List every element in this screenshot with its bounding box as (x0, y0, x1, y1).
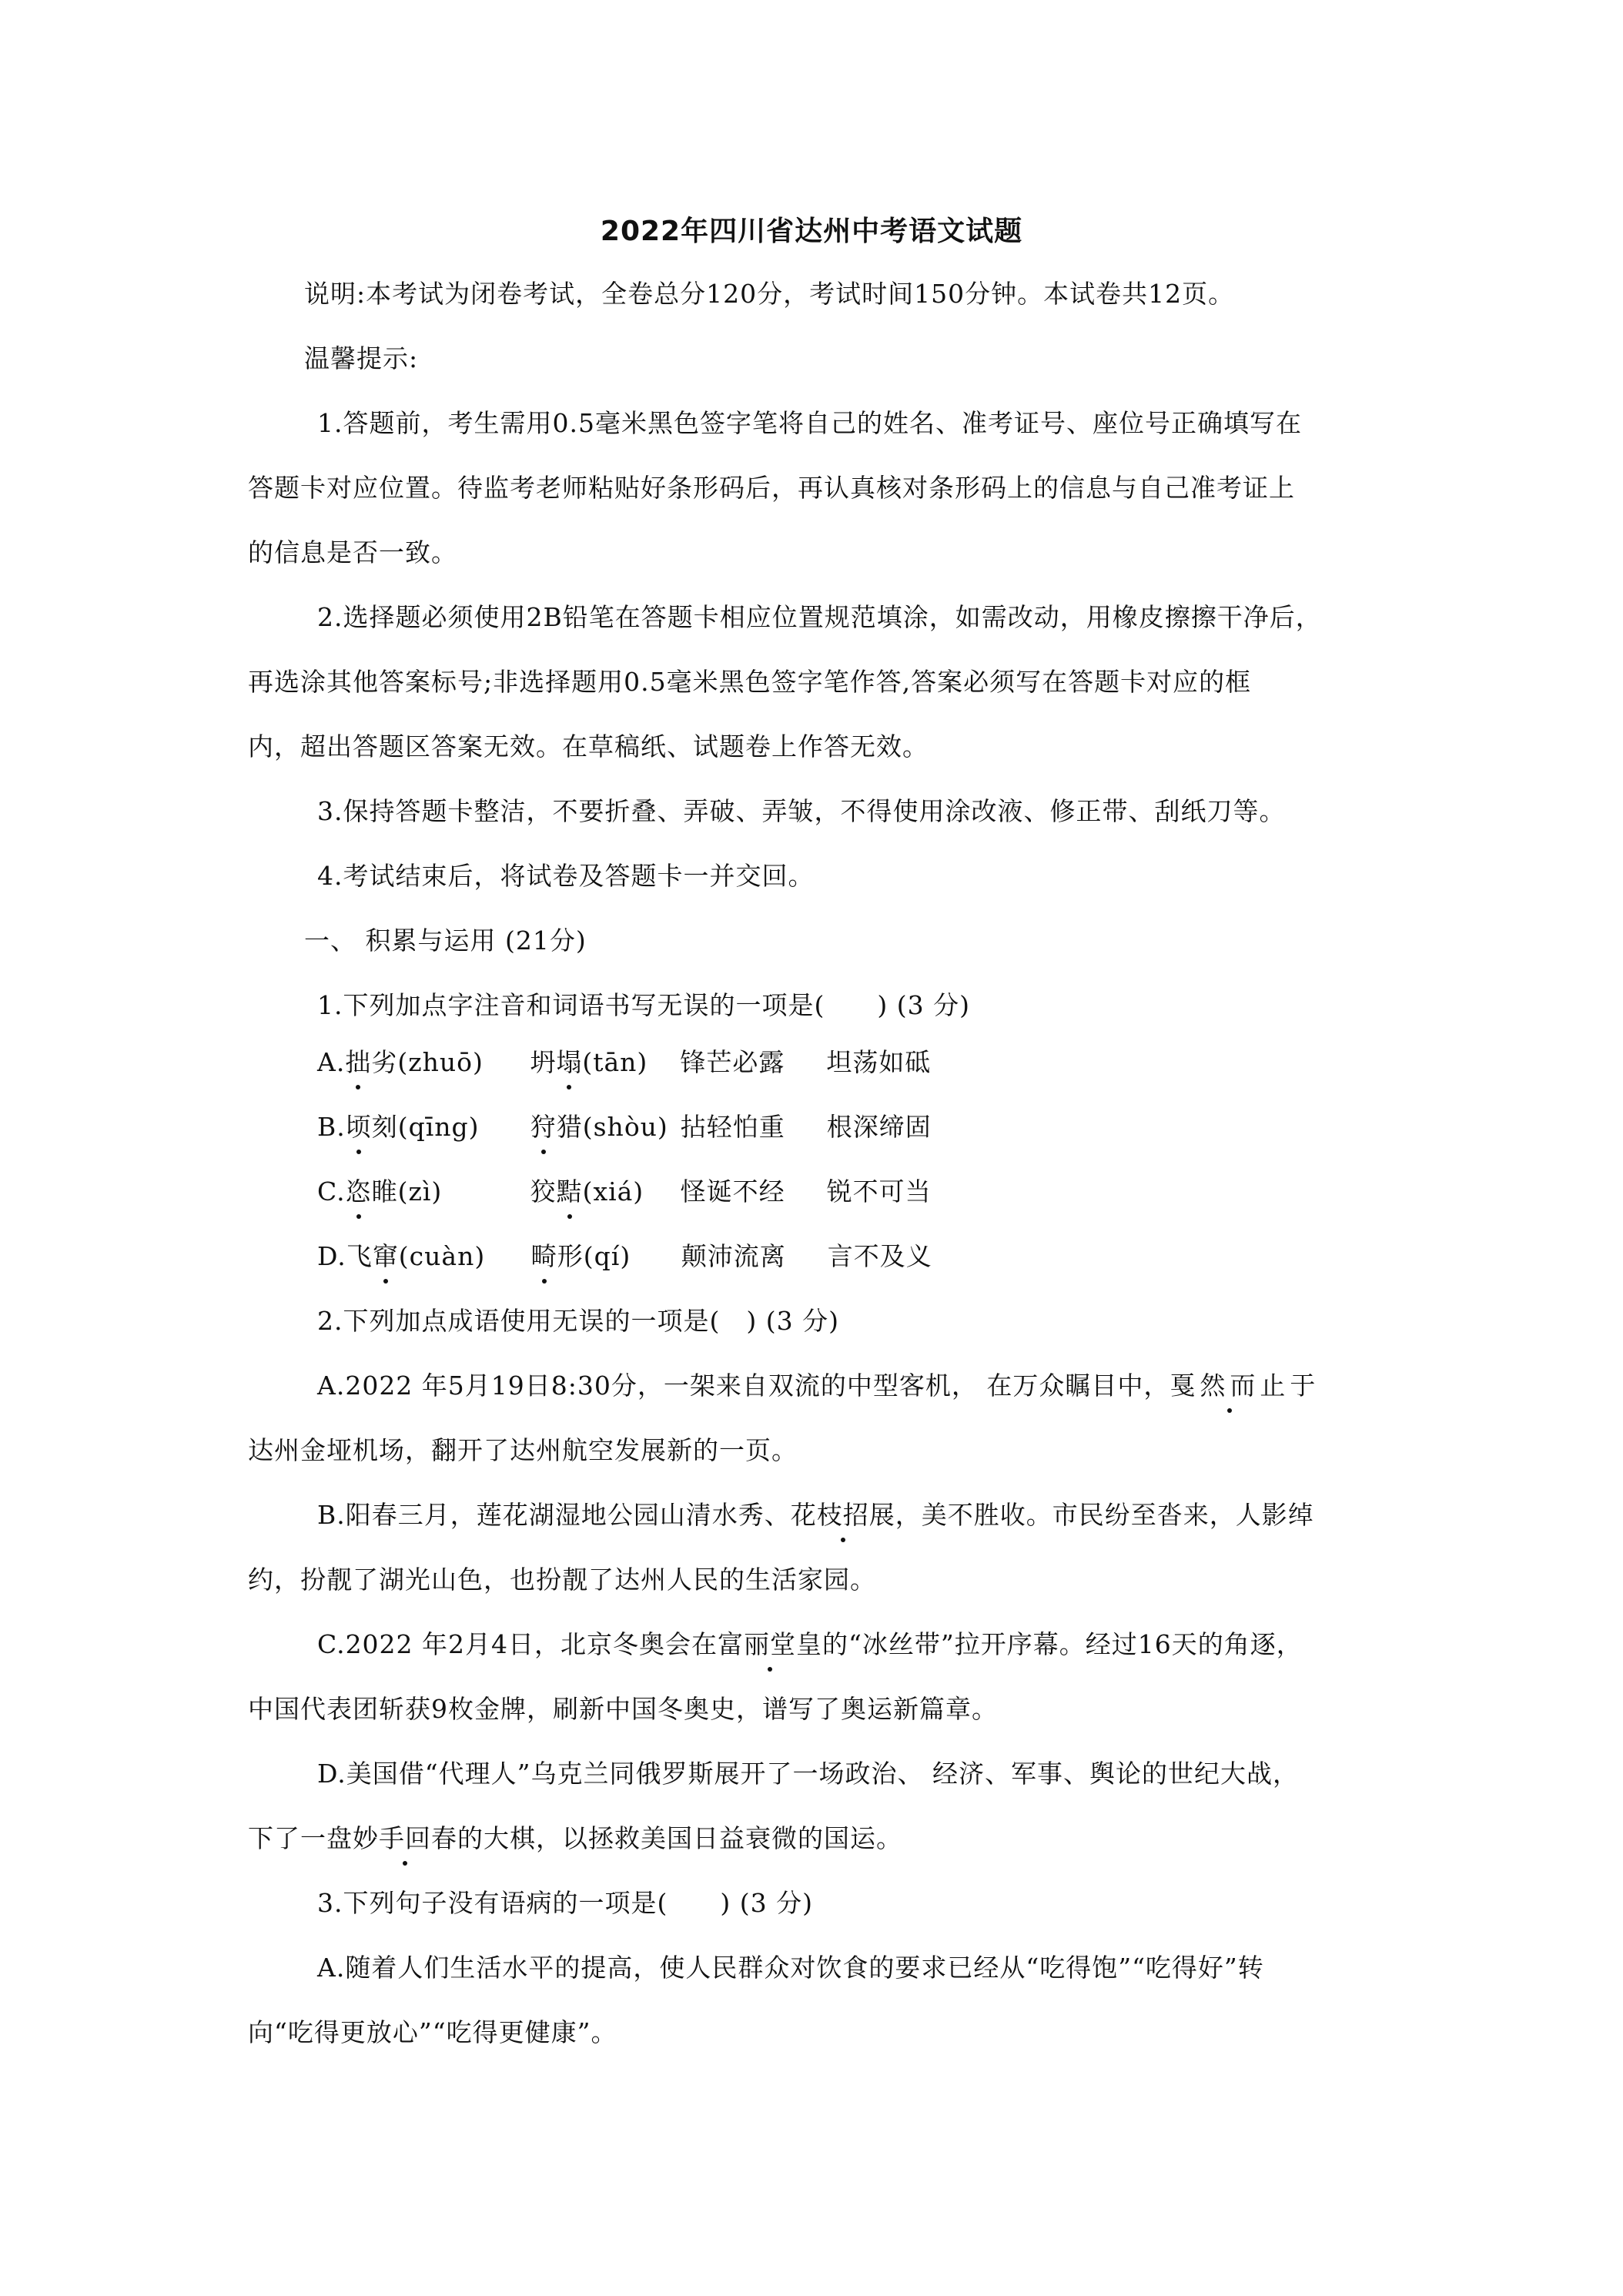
emphasis-dot-char: 畸 (531, 1237, 557, 1273)
q2-option-c-line2: 中国代表团斩获9枚金牌，刷新中国冬奥史，谱写了奥运新篇章。 (248, 1694, 998, 1724)
emphasis-dot-char: 狩 (530, 1107, 557, 1143)
tip1-line1: 1.答题前，考生需用0.5毫米黑色签字笔将自己的姓名、准考证号、座位号正确填写在 (317, 408, 1302, 438)
tip2-line1: 2.选择题必须使用2B铅笔在答题卡相应位置规范填涂，如需改动，用橡皮擦擦干净后， (317, 602, 1322, 632)
q2-option-d-line1: D.美国借“代理人”乌克兰同俄罗斯展开了一场政治、 经济、军事、舆论的世纪大战， (317, 1759, 1300, 1789)
tip1-line2: 答题卡对应位置。待监考老师粘贴好条形码后，再认真核对条形码上的信息与自己准考证上 (248, 473, 1295, 503)
q2-option-b-line1: B.阳春三月，莲花湖湿地公园山清水秀、花枝招展，美不胜收。市民纷至沓来，人影绰 (317, 1495, 1314, 1531)
emphasis-dot-idiom: 妙手回春 (353, 1819, 457, 1855)
q1-option-b: B.顷刻(qīng) 狩猎(shòu) 拈轻怕重 根深缔固 (317, 1107, 932, 1143)
emphasis-dot-idiom: 富丽堂皇 (718, 1625, 822, 1661)
q2-option-a-line1: A.2022 年5月19日8:30分，一架来自双流的中型客机， 在万众瞩目中，戛然而止于 (317, 1366, 1316, 1402)
emphasis-dot-char: 顷 (346, 1107, 372, 1143)
q1-option-a: A.拙劣(zhuō) 坍塌(tān) 锋芒必露 坦荡如砥 (317, 1043, 931, 1079)
q2-option-d-line2: 下了一盘妙手回春的大棋，以拯救美国日益衰微的国运。 (248, 1819, 902, 1855)
q1-stem: 1.下列加点字注音和词语书写无误的一项是( ) (3 分) (317, 990, 970, 1020)
emphasis-dot-idiom: 戛然而止 (1170, 1366, 1290, 1402)
emphasis-dot-char: 黠 (557, 1172, 583, 1208)
q2-option-a-line2: 达州金垭机场，翻开了达州航空发展新的一页。 (248, 1435, 798, 1465)
tip2-line3: 内，超出答题区答案无效。在草稿纸、试题卷上作答无效。 (248, 731, 929, 761)
emphasis-dot-char: 塌 (556, 1043, 582, 1079)
q1-option-d: D.飞窜(cuàn) 畸形(qí) 颠沛流离 言不及义 (317, 1237, 932, 1273)
page-title: 2022年四川省达州中考语文试题 (600, 216, 1023, 247)
emphasis-dot-char: 恣 (346, 1172, 372, 1208)
q2-option-c-line1: C.2022 年2月4日，北京冬奥会在富丽堂皇的“冰丝带”拉开序幕。经过16天的角逐， (317, 1625, 1303, 1661)
q3-option-a-line1: A.随着人们生活水平的提高，使人民群众对饮食的要求已经从“吃得饱”“吃得好”转 (317, 1953, 1264, 1983)
section-heading: 一、 积累与运用 (21分) (304, 925, 587, 956)
q2-stem: 2.下列加点成语使用无误的一项是( ) (3 分) (317, 1306, 839, 1336)
q3-option-a-line2: 向“吃得更放心”“吃得更健康”。 (248, 2017, 617, 2047)
emphasis-dot-idiom: 花枝招展 (791, 1495, 895, 1531)
q1-option-c: C.恣睢(zì) 狡黠(xiá) 怪诞不经 锐不可当 (317, 1172, 932, 1208)
tip4: 4.考试结束后，将试卷及答题卡一并交回。 (317, 861, 815, 891)
tip1-line3: 的信息是否一致。 (248, 537, 457, 567)
tips-heading: 温馨提示: (304, 343, 419, 373)
emphasis-dot-char: 拙 (345, 1043, 371, 1079)
intro-note: 说明:本考试为闭卷考试，全卷总分120分，考试时间150分钟。本试卷共12页。 (304, 279, 1235, 309)
tip2-line2: 再选涂其他答案标号;非选择题用0.5毫米黑色签字笔作答,答案必须写在答题卡对应的框 (248, 667, 1252, 697)
q3-stem: 3.下列句子没有语病的一项是( ) (3 分) (317, 1888, 813, 1918)
tip3: 3.保持答题卡整洁，不要折叠、弄破、弄皱，不得使用涂改液、修正带、刮纸刀等。 (317, 796, 1286, 826)
q2-option-b-line2: 约，扮靓了湖光山色，也扮靓了达州人民的生活家园。 (248, 1565, 876, 1595)
emphasis-dot-char: 窜 (373, 1237, 399, 1273)
